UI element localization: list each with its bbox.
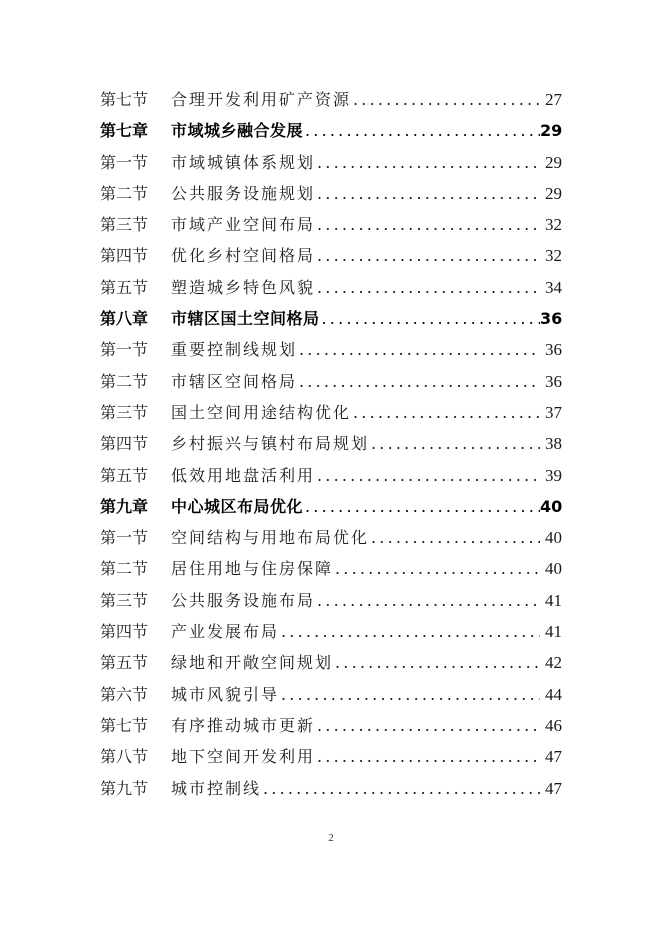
toc-section-entry[interactable]	[100, 647, 562, 678]
toc-section-entry[interactable]	[100, 616, 562, 647]
dot-leader	[320, 303, 540, 334]
toc-chapter-entry[interactable]	[100, 115, 562, 146]
toc-entry-title: 有序推动城市更新	[171, 715, 316, 735]
toc-entry-label: 第四节	[100, 434, 149, 454]
toc-section-entry[interactable]	[100, 553, 562, 584]
toc-section-entry[interactable]	[100, 773, 562, 804]
toc-entry-title: 塑造城乡特色风貌	[171, 277, 316, 297]
toc-entry-page-number: 47	[545, 747, 562, 767]
toc-section-entry[interactable]	[100, 366, 562, 397]
toc-entry-title: 国土空间用途结构优化	[171, 402, 352, 422]
dot-leader	[315, 272, 540, 303]
toc-entry-label: 第七节	[100, 715, 149, 735]
dot-leader	[315, 460, 540, 491]
toc-entry-title: 产业发展布局	[171, 622, 280, 642]
toc-section-entry[interactable]	[100, 240, 562, 271]
toc-entry-label: 第二节	[100, 371, 149, 391]
toc-entry-page-number: 36	[545, 340, 562, 360]
toc-entry-title: 市辖区空间格局	[171, 371, 298, 391]
toc-entry-label: 第二节	[100, 183, 149, 203]
toc-entry-title: 优化乡村空间格局	[171, 246, 316, 266]
dot-leader	[261, 773, 540, 804]
toc-entry-title: 市域城乡融合发展	[171, 121, 304, 141]
toc-section-entry[interactable]	[100, 272, 562, 303]
toc-entry-page-number: 36	[545, 371, 562, 391]
toc-entry-label: 第七章	[100, 121, 149, 141]
toc-entry-title: 绿地和开敞空间规划	[171, 653, 334, 673]
dot-leader	[315, 209, 540, 240]
toc-section-entry[interactable]	[100, 178, 562, 209]
toc-entry-label: 第一节	[100, 528, 149, 548]
dot-leader	[303, 491, 540, 522]
toc-entry-title: 城市控制线	[171, 778, 262, 798]
toc-entry-title: 空间结构与用地布局优化	[171, 528, 370, 548]
toc-section-entry[interactable]	[100, 460, 562, 491]
toc-entry-title: 城市风貌引导	[171, 684, 280, 704]
toc-entry-title: 低效用地盘活利用	[171, 465, 316, 485]
toc-section-entry[interactable]	[100, 397, 562, 428]
dot-leader	[315, 178, 540, 209]
toc-entry-label: 第八节	[100, 747, 149, 767]
toc-section-entry[interactable]	[100, 522, 562, 553]
toc-entry-label: 第四节	[100, 622, 149, 642]
toc-section-entry[interactable]	[100, 741, 562, 772]
toc-entry-label: 第二节	[100, 559, 149, 579]
toc-entry-page-number: 40	[545, 559, 562, 579]
dot-leader	[351, 84, 540, 115]
toc-entry-page-number: 42	[545, 653, 562, 673]
dot-leader	[315, 585, 540, 616]
toc-entry-page-number: 32	[545, 246, 562, 266]
toc-entry-label: 第七节	[100, 90, 149, 109]
dot-leader	[279, 679, 540, 710]
toc-entry-page-number: 29	[545, 152, 562, 172]
toc-entry-page-number: 46	[545, 715, 562, 735]
dot-leader	[279, 616, 540, 647]
toc-entry-label: 第五节	[100, 277, 149, 297]
dot-leader	[369, 522, 540, 553]
toc-entry-title: 居住用地与住房保障	[171, 559, 334, 579]
toc-entry-title: 市域城镇体系规划	[171, 152, 316, 172]
toc-section-entry[interactable]	[100, 585, 562, 616]
page-number: 2	[328, 832, 334, 844]
dot-leader	[297, 334, 540, 365]
toc-entry-page-number: 40	[540, 496, 563, 516]
toc-entry-page-number: 29	[540, 121, 563, 141]
toc-entry-title: 合理开发利用矿产资源	[171, 90, 352, 109]
toc-chapter-entry[interactable]	[100, 491, 562, 522]
toc-chapter-entry[interactable]	[100, 303, 562, 334]
toc-entry-title: 市辖区国土空间格局	[171, 309, 320, 329]
toc-section-entry[interactable]	[100, 147, 562, 178]
toc-entry-page-number: 47	[545, 778, 562, 798]
toc-entry-page-number: 34	[545, 277, 562, 297]
toc-entry-label: 第九节	[100, 778, 149, 798]
toc-section-entry[interactable]	[100, 84, 562, 115]
toc-entry-page-number: 38	[545, 434, 562, 454]
toc-entry-label: 第八章	[100, 309, 149, 329]
toc-entry-title: 乡村振兴与镇村布局规划	[171, 434, 370, 454]
toc-entry-label: 第一节	[100, 152, 149, 172]
toc-entry-page-number: 36	[540, 309, 563, 329]
toc-entry-label: 第三节	[100, 215, 149, 235]
toc-section-entry[interactable]	[100, 428, 562, 459]
toc-entry-title: 公共服务设施布局	[171, 590, 316, 610]
toc-section-entry[interactable]	[100, 679, 562, 710]
toc-entry-label: 第三节	[100, 402, 149, 422]
toc-section-entry[interactable]	[100, 334, 562, 365]
dot-leader	[303, 115, 540, 146]
toc-entry-label: 第九章	[100, 496, 149, 516]
toc-entry-title: 市域产业空间布局	[171, 215, 316, 235]
toc-entry-title: 中心城区布局优化	[171, 496, 304, 516]
toc-entry-page-number: 27	[545, 90, 562, 109]
toc-entry-page-number: 41	[545, 622, 562, 642]
toc-entry-page-number: 39	[545, 465, 562, 485]
toc-section-entry[interactable]	[100, 710, 562, 741]
toc-entry-page-number: 29	[545, 183, 562, 203]
toc-entry-label: 第五节	[100, 465, 149, 485]
toc-entry-title: 公共服务设施规划	[171, 183, 316, 203]
toc-entry-label: 第一节	[100, 340, 149, 360]
toc-entry-page-number: 41	[545, 590, 562, 610]
toc-entry-label: 第五节	[100, 653, 149, 673]
dot-leader	[333, 553, 540, 584]
toc-entry-page-number: 40	[545, 528, 562, 548]
dot-leader	[333, 647, 540, 678]
toc-entry-page-number: 32	[545, 215, 562, 235]
dot-leader	[315, 741, 540, 772]
toc-section-entry[interactable]	[100, 209, 562, 240]
toc-entry-label: 第六节	[100, 684, 149, 704]
dot-leader	[369, 428, 540, 459]
dot-leader	[315, 710, 540, 741]
toc-entry-label: 第三节	[100, 590, 149, 610]
toc-entry-label: 第四节	[100, 246, 149, 266]
table-of-contents	[100, 84, 562, 804]
toc-entry-title: 地下空间开发利用	[171, 747, 316, 767]
dot-leader	[351, 397, 540, 428]
toc-entry-page-number: 44	[545, 684, 562, 704]
dot-leader	[315, 240, 540, 271]
dot-leader	[315, 147, 540, 178]
toc-entry-page-number: 37	[545, 402, 562, 422]
dot-leader	[297, 366, 540, 397]
toc-entry-title: 重要控制线规划	[171, 340, 298, 360]
